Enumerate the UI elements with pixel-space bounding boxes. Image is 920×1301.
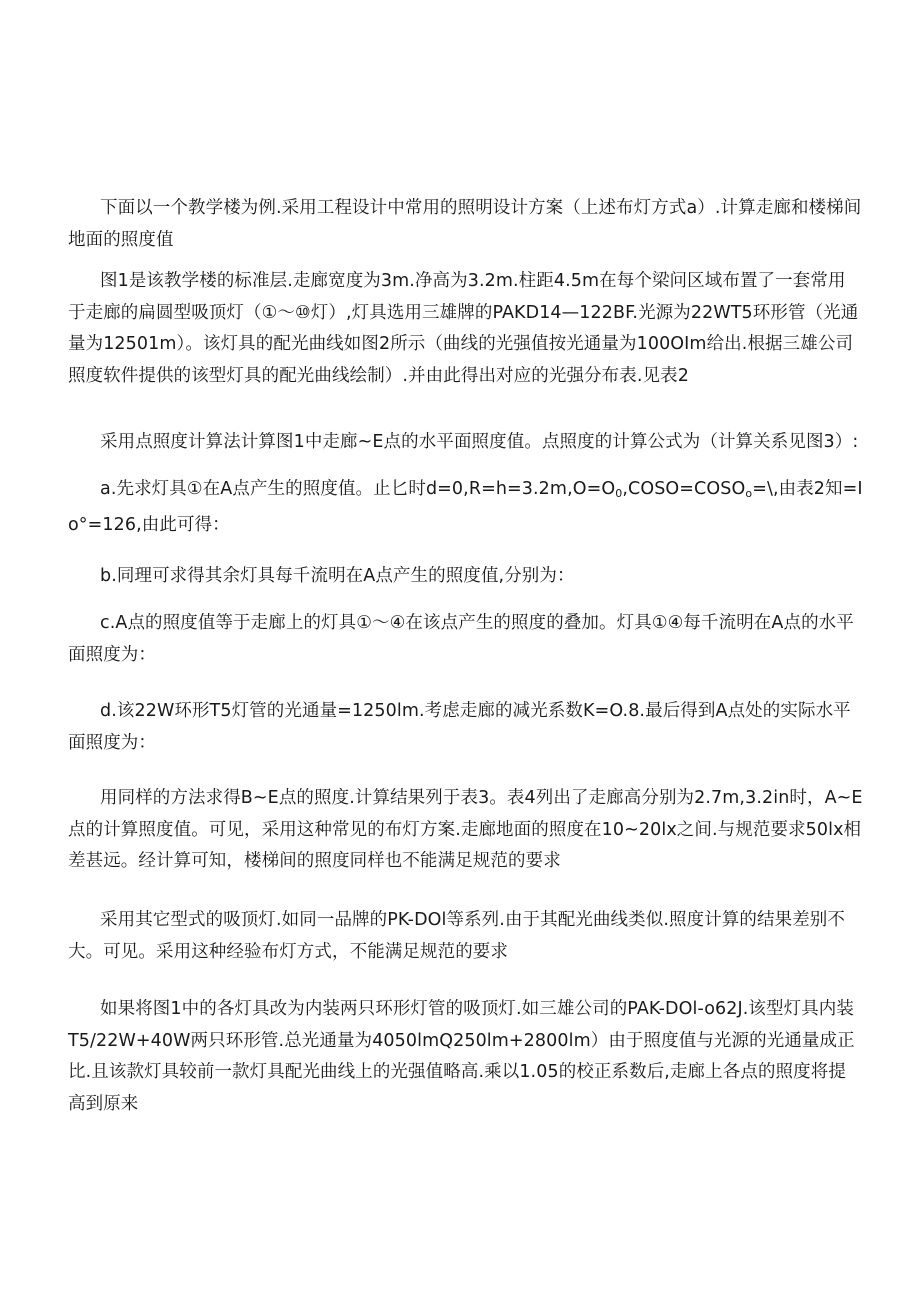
step-a-subscript-1: 0	[615, 487, 623, 500]
paragraph-calculation-method: 采用点照度计算法计算图1中走廊~E点的水平面照度值。点照度的计算公式为（计算关系见图3）:	[100, 432, 859, 452]
paragraph-step-c: c.A点的照度值等于走廊上的灯具①〜④在该点产生的照度的叠加。灯具①④每千流明在A点的水平面照度为：	[68, 613, 854, 665]
step-a-subscript-2: o	[745, 487, 753, 500]
step-a-text-middle: ,COSO=COSO	[622, 479, 746, 499]
paragraph-step-a	[68, 474, 863, 541]
paragraph-building-description: 图1是该教学楼的标准层.走廊宽度为3m.净高为3.2m.柱距4.5m在每个梁问区域布置了一套常用于走廊的扁圆型吸顶灯（①〜⑩灯）,灯具选用三雄牌的PAKD14—122BF.光源为22WT5环形管（光通量为12501m）。该灯具的配光曲线如图2所示（曲线的光强值按光通量为100OIm给出.根据三雄公司照度软件提供的该型灯具的配光曲线绘制）.并由此得出对应的光强分布表.见表2	[68, 271, 859, 386]
step-a-text-start: a.先求灯具①在A点产生的照度值。止匕时d=0,R=h=3.2m,O=O	[100, 479, 616, 499]
paragraph-intro: 下面以一个教学楼为例.采用工程设计中常用的照明设计方案（上述布灯方式a）.计算走廊和楼梯间地面的照度值	[68, 198, 862, 250]
paragraph-dual-tube-lamp: 如果将图1中的各灯具改为内装两只环形灯管的吸顶灯.如三雄公司的PAK-DOl-o62J.该型灯具内装T5/22W+40W两只环形管.总光通量为4050lmQ250lm+2800lm）由于照度值与光源的光通量成正比.且该款灯具较前一款灯具配光曲线上的光强值略高.乘以1.05的校正系数后,走廊上各点的照度将提高到原来	[68, 999, 855, 1114]
paragraph-results: 用同样的方法求得B~E点的照度.计算结果列于表3。表4列出了走廊高分别为2.7m,3.2in时，A~E点的计算照度值。可见，采用这种常见的布灯方案.走廊地面的照度在10~20lx之间.与规范要求50lx相差甚远。经计算可知，楼梯间的照度同样也不能满足规范的要求	[68, 788, 863, 871]
paragraph-step-b: b.同理可求得其余灯具每千流明在A点产生的照度值,分别为：	[100, 566, 575, 586]
paragraph-other-lamps: 采用其它型式的吸顶灯.如同一品牌的PK-DOl等系列.由于其配光曲线类似.照度计算的结果差别不大。可见。采用这种经验布灯方式，不能满足规范的要求	[68, 910, 846, 962]
step-a-text-end: =\,由表2知=Io°=126,由此可得：	[68, 479, 863, 535]
paragraph-step-d: d.该22W环形T5灯管的光通量=1250lm.考虑走廊的减光系数K=O.8.最后得到A点处的实际水平面照度为：	[68, 701, 851, 753]
